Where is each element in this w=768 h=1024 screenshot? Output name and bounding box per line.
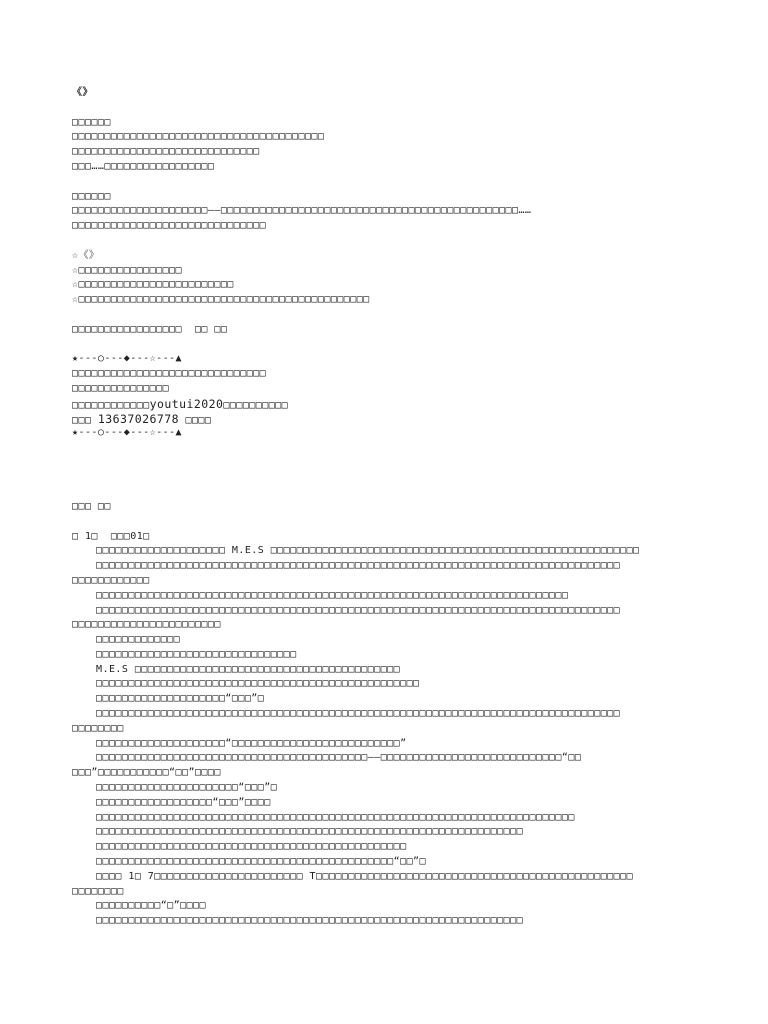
stars-heading: ☆《》 (72, 249, 100, 261)
promo-phone-line (72, 412, 702, 427)
spacer (72, 175, 702, 190)
body-line: □□□”□□□□□□□□□□□“□□”□□□□ (72, 767, 221, 779)
spacer (72, 485, 702, 500)
body-line: □□□□□□□□□□□□□□□□□□□□“□□□□□□□□□□□□□□□□□□□□□□□□□□” (96, 737, 407, 749)
body-line: □□□□□□□□□□□□□□□□□□□□□□□□□□□□□□□□□□□□□□□□□□——□□□□□□□□□□□□□□□□□□□□□□□□□□□□“□□ (96, 752, 582, 764)
body-line: □□□□□□□□□□□□□□□□□□□□ M.E.S □□□□□□□□□□□□□□□□□□□□□□□□□□□□□□□□□□□□□□□□□□□□□□□□□□□□□□□□□ (96, 545, 640, 557)
intro-line: □□□□□□□□□□□□□□□□□□□□□□□□□□□□□□□□□□□□□□□ (72, 131, 325, 143)
section-heading: □ 1□ □□□01□ (72, 530, 150, 542)
body-line: M.E.S □□□□□□□□□□□□□□□□□□□□□□□□□□□□□□□□□□□□□□□□□ (96, 663, 401, 675)
promo-divider-top: ★---○---◆---☆---▲ (72, 353, 182, 365)
book-title: 《》 (72, 87, 93, 98)
body-line: □□□□□□□□□□□□□□□□□□□□□□□□□□□□□□□□□□□□□□□□□□□□□□□□□□□□□□□□□□□□□□□□□□□□□□□□□□□□□□□□□ (96, 708, 621, 720)
star-item: ☆□□□□□□□□□□□□□□□□ (72, 264, 182, 276)
body-text (72, 544, 702, 929)
body-line: □□□□□□□□□□□□□□□□□□□□“□□□”□ (96, 693, 265, 705)
body-line: □□□□□□□□ (72, 885, 124, 897)
body-line: □□□□□□□□□□□□□□□□□□□□□□□□□□□□□□□□□□□□□□□□□□□□□□□□□□□□□□□□□□□□□□□□□□□□□□□□□ (96, 589, 569, 601)
chapter-title: □□□ □□ (72, 500, 111, 512)
promo-contact-line (72, 397, 702, 412)
body-line: □□□□□□□□□□□□□□□□□□□□□□□□□□□□□□□□□□□□□□□□□□□□□□□□□□□□□□□□□□□□□□□□□□□□□□□□□□ (96, 811, 575, 823)
promo-account-id: youtui2020 (149, 396, 224, 411)
body-line: □□□□□□□□□□□□□□□□□□□□□□□□□□□□□□□□□□□□□□□□□□□□□□□□□□□□□□□□□□□□□□□□□□ (96, 915, 524, 927)
summary-line: □□□□□□□□□□□□□□□□□□□□□——□□□□□□□□□□□□□□□□□□□□□□□□□□□□□□□□□□□□□□□□□□□□□□…… (72, 205, 532, 217)
promo-phone-number: 13637026778 (97, 411, 180, 426)
promo-prefix: □□□□□□□□□□□□ (72, 399, 150, 411)
intro-heading: □□□□□□ (72, 116, 111, 128)
star-item: ☆□□□□□□□□□□□□□□□□□□□□□□□□ (72, 279, 234, 291)
intro-line: □□□……□□□□□□□□□□□□□□□□□ (72, 160, 215, 172)
body-line: □□□□□□□□□□□□□ (96, 634, 181, 646)
body-line: □□□□□□□□□□□□□□□□□□□□□□□□□□□□□□□□□□□□□□□□□□□□□□“□□”□ (96, 856, 426, 868)
body-line: □□□□ 1□ 7□□□□□□□□□□□□□□□□□□□□□□□ T□□□□□□□□□□□□□□□□□□□□□□□□□□□□□□□□□□□□□□□□□□□□□□□□□ (96, 870, 634, 882)
promo-suffix: □□□□ (179, 414, 212, 426)
body-line: □□□□□□□□□□□□□□□□□□□□□□“□□□”□ (96, 782, 278, 794)
spacer (72, 338, 702, 353)
spacer (72, 515, 702, 530)
intro-line: □□□□□□□□□□□□□□□□□□□□□□□□□□□□□ (72, 146, 260, 158)
body-line: □□□□□□□□□□□□ (72, 574, 150, 586)
body-line: □□□□□□□□□□□□□□□□□□□□□□□□□□□□□□□□□□□□□□□□□□□□□□□□□□□□□□□□□□□□□□□□□□ (96, 826, 524, 838)
meta-line: □□□□□□□□□□□□□□□□□ □□ □□ (72, 323, 228, 335)
body-line: □□□□□□□□□□□□□□□□□□□□□□□ (72, 619, 221, 631)
promo-line: □□□□□□□□□□□□□□□□□□□□□□□□□□□□□□ (72, 368, 267, 380)
spacer (72, 441, 702, 485)
document-page (72, 86, 702, 929)
promo-prefix: □□□ (72, 414, 98, 426)
promo-suffix: □□□□□□□□□□ (223, 399, 289, 411)
body-line: □□□□□□□□□□□□□□□□□□□□□□□□□□□□□□□□□□□□□□□□□□□□□□□□□□□□□□□□□□□□□□□□□□□□□□□□□□□□□□□□□ (96, 604, 621, 616)
spacer (72, 101, 702, 116)
body-line: □□□□□□□□□□□□□□□□□□“□□□”□□□□ (96, 796, 271, 808)
body-line: □□□□□□□□□□□□□□□□□□□□□□□□□□□□□□□□□□□□□□□□□□□□□□□□□□□□□□□□□□□□□□□□□□□□□□□□□□□□□□□□□ (96, 560, 621, 572)
body-line: □□□□□□□□□□□□□□□□□□□□□□□□□□□□□□□□□□□□□□□□□□□□□□□□ (96, 841, 407, 853)
summary-line: □□□□□□□□□□□□□□□□□□□□□□□□□□□□□□ (72, 220, 267, 232)
body-line: □□□□□□□□□□□□□□□□□□□□□□□□□□□□□□□ (96, 648, 297, 660)
spacer (72, 308, 702, 323)
body-line: □□□□□□□□□□□□□□□□□□□□□□□□□□□□□□□□□□□□□□□□□□□□□□□□□□ (96, 678, 420, 690)
star-item: ☆□□□□□□□□□□□□□□□□□□□□□□□□□□□□□□□□□□□□□□□□□□□□□ (72, 294, 370, 306)
spacer (72, 234, 702, 249)
promo-line: □□□□□□□□□□□□□□□ (72, 382, 170, 394)
summary-heading: □□□□□□ (72, 190, 111, 202)
promo-divider-bottom: ★---○---◆---☆---▲ (72, 427, 182, 439)
body-line: □□□□□□□□ (72, 722, 124, 734)
body-line: □□□□□□□□□□“□”□□□□ (96, 900, 206, 912)
